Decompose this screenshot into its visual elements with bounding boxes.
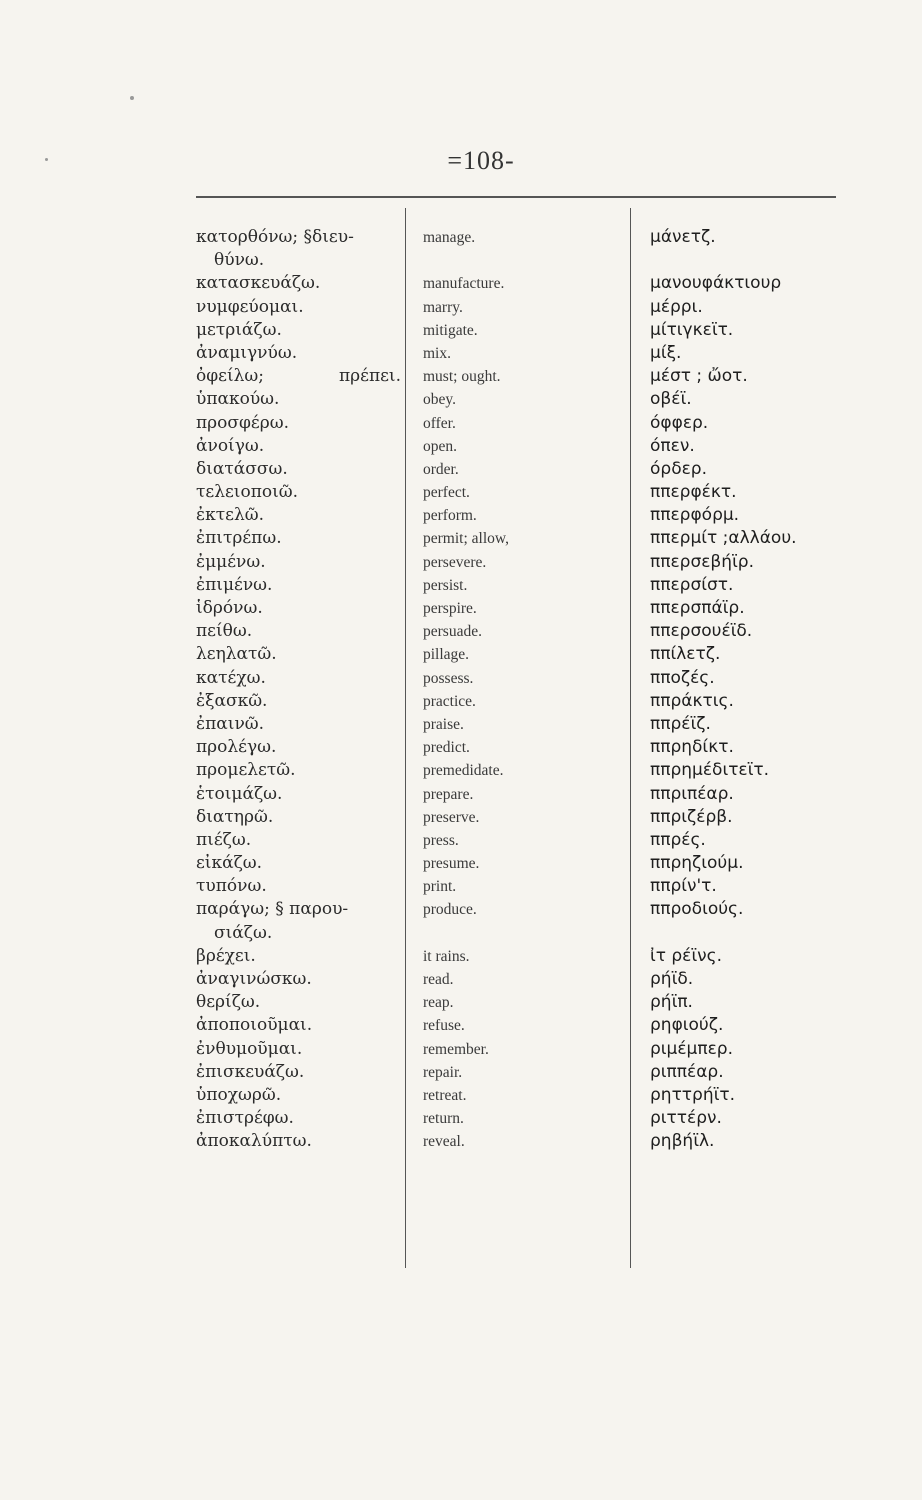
transliteration-word: ρηφιούζ. <box>650 1015 724 1036</box>
greek-word: ἐπιστρέφω. <box>196 1108 294 1129</box>
greek-word: ἀναμιγνύω. <box>196 342 298 363</box>
greek-word: παράγω; § παρου- <box>196 899 349 920</box>
greek-word: ἐνθυμοῦμαι. <box>196 1038 303 1059</box>
english-word: return. <box>423 1110 464 1128</box>
english-word: offer. <box>423 414 456 432</box>
greek-word: τυπόνω. <box>196 876 267 897</box>
greek-word: προσφέρω. <box>196 412 289 433</box>
transliteration-word: όρδερ. <box>650 458 707 479</box>
transliteration-word: ππράκτις. <box>650 690 734 711</box>
english-word: persuade. <box>423 623 482 641</box>
greek-word: θύνω. <box>214 250 265 271</box>
transliteration-word: μέστ ; ὤοτ. <box>650 366 748 387</box>
english-word: retreat. <box>423 1086 467 1104</box>
transliteration-word: ρήϊπ. <box>650 992 693 1013</box>
greek-word: ὀφείλω; <box>196 366 264 387</box>
english-word <box>423 249 623 272</box>
english-word: manage. <box>423 229 476 246</box>
english-word: prepare. <box>423 785 474 803</box>
greek-word: θερίζω. <box>196 992 261 1013</box>
greek-word: πρέπει. <box>338 366 401 387</box>
transliteration-word: μάνετζ. <box>650 227 716 247</box>
transliteration-word: ππερμίτ ;αλλάου. <box>650 528 797 549</box>
paper-speck <box>130 96 134 100</box>
english-word: print. <box>423 878 457 896</box>
greek-word: κατασκευάζω. <box>196 273 321 294</box>
english-word: perspire. <box>423 600 477 617</box>
greek-word: προμελετῶ. <box>196 760 296 781</box>
english-word: obey. <box>423 391 456 409</box>
transliteration-word: ππρέϊζ. <box>650 713 711 734</box>
transliteration-word: ἰτ ρέϊνς. <box>650 945 723 966</box>
greek-word: ἀποκαλύπτω. <box>196 1131 312 1152</box>
transliteration-word <box>650 922 850 945</box>
english-word: perfect. <box>423 484 470 502</box>
english-column <box>423 226 623 1154</box>
greek-word: εἰκάζω. <box>196 853 263 874</box>
transliteration-column <box>650 226 850 1154</box>
greek-word: διατάσσω. <box>196 458 288 479</box>
english-word: presume. <box>423 855 480 873</box>
transliteration-word: μέρρι. <box>650 296 703 317</box>
greek-word: κατορθόνω; §διευ- <box>196 227 354 247</box>
english-word: repair. <box>423 1063 463 1081</box>
transliteration-word: ππρίν'τ. <box>650 876 717 897</box>
english-word: persist. <box>423 576 468 594</box>
english-word: mitigate. <box>423 321 478 339</box>
english-word: reveal. <box>423 1133 465 1151</box>
transliteration-word: πποζές. <box>650 667 715 688</box>
greek-word: βρέχει. <box>196 945 256 966</box>
greek-column <box>196 226 401 1154</box>
english-word: marry. <box>423 298 463 316</box>
greek-word: προλέγω. <box>196 737 277 758</box>
transliteration-word: οβέϊ. <box>650 389 692 410</box>
english-word: persevere. <box>423 553 487 571</box>
transliteration-word: ππερφέκτ. <box>650 482 737 503</box>
greek-word: ἐπιτρέπω. <box>196 528 282 549</box>
greek-word: διατηρῶ. <box>196 806 274 827</box>
transliteration-word: μίξ. <box>650 342 682 363</box>
english-word <box>423 922 623 945</box>
english-word: it rains. <box>423 947 470 965</box>
english-word: praise. <box>423 715 464 733</box>
greek-word: ἐπαινῶ. <box>196 713 265 734</box>
english-word: produce. <box>423 901 477 919</box>
paper-speck <box>45 158 48 161</box>
transliteration-word: ρήϊδ. <box>650 969 694 989</box>
english-word: press. <box>423 831 459 849</box>
column-divider-right <box>630 208 631 1268</box>
greek-word: μετριάζω. <box>196 319 282 340</box>
transliteration-word: ππίλετζ. <box>650 644 721 665</box>
transliteration-word: ππριπέαρ. <box>650 783 734 804</box>
greek-word: λεηλατῶ. <box>196 644 277 665</box>
transliteration-word: ππερσεβήϊρ. <box>650 551 754 572</box>
greek-word: νυμφεύομαι. <box>196 296 304 317</box>
greek-word: ὑπακούω. <box>196 389 280 410</box>
greek-word: ἐξασκῶ. <box>196 690 268 711</box>
greek-word: ἐπιμένω. <box>196 574 273 595</box>
english-word: read. <box>423 971 454 988</box>
greek-word: ἱδρόνω. <box>196 598 263 618</box>
english-word: remember. <box>423 1040 489 1058</box>
transliteration-word <box>650 249 850 272</box>
greek-word: ἐπισκευάζω. <box>196 1061 305 1082</box>
transliteration-word: ππρηδίκτ. <box>650 737 734 758</box>
english-word: permit; allow, <box>423 530 509 548</box>
greek-word: πιέζω. <box>196 829 252 850</box>
english-word: practice. <box>423 692 476 710</box>
transliteration-word: ππερσίστ. <box>650 574 734 595</box>
english-word: refuse. <box>423 1017 465 1035</box>
greek-word: σιάζω. <box>214 922 273 943</box>
greek-word: πείθω. <box>196 621 253 642</box>
english-word: perform. <box>423 507 477 525</box>
english-word: possess. <box>423 669 474 687</box>
english-word: open. <box>423 437 458 455</box>
english-word: reap. <box>423 994 454 1012</box>
greek-word: ἐκτελῶ. <box>196 505 264 526</box>
transliteration-word: ππρηζιούμ. <box>650 853 744 874</box>
transliteration-word: ππριζέρβ. <box>650 806 733 827</box>
transliteration-word: ππερσουέϊδ. <box>650 621 753 642</box>
english-word: pillage. <box>423 646 470 664</box>
transliteration-word: ππροδιούς. <box>650 899 744 920</box>
transliteration-word: ππρημέδιτεϊτ. <box>650 760 770 781</box>
transliteration-word: ριππέαρ. <box>650 1061 724 1082</box>
english-word: manufacture. <box>423 275 505 293</box>
column-divider-left <box>405 208 406 1268</box>
transliteration-word: όφφερ. <box>650 412 709 433</box>
english-word: preserve. <box>423 808 480 826</box>
greek-word: ὑποχωρῶ. <box>196 1084 282 1105</box>
header-rule <box>196 196 836 198</box>
transliteration-word: ππρές. <box>650 829 706 850</box>
transliteration-word: ρηβήϊλ. <box>650 1131 715 1152</box>
greek-word: ἐμμένω. <box>196 551 266 572</box>
greek-word: κατέχω. <box>196 667 266 688</box>
greek-word: ἀνοίγω. <box>196 435 265 456</box>
transliteration-word: ριμέμπερ. <box>650 1038 733 1059</box>
transliteration-word: ππερφόρμ. <box>650 505 740 526</box>
greek-word-row <box>196 365 401 388</box>
page-number: =108- <box>447 146 515 175</box>
english-word: predict. <box>423 739 470 757</box>
english-word: must; ought. <box>423 368 501 386</box>
transliteration-word: μανουφάκτιουρ <box>650 273 782 294</box>
greek-word: ἀποποιοῦμαι. <box>196 1015 313 1036</box>
english-word: mix. <box>423 344 451 362</box>
greek-word: τελειοποιῶ. <box>196 482 299 503</box>
greek-word: ἑτοιμάζω. <box>196 783 283 804</box>
transliteration-word: όπεν. <box>650 435 695 456</box>
transliteration-word: ππερσπάϊρ. <box>650 598 745 618</box>
english-word: order. <box>423 460 459 478</box>
greek-word: ἀναγινώσκω. <box>196 969 312 989</box>
transliteration-word: μίτιγκεϊτ. <box>650 319 734 340</box>
english-word: premedidate. <box>423 762 504 780</box>
transliteration-word: ριττέρν. <box>650 1108 722 1129</box>
transliteration-word: ρηττρήϊτ. <box>650 1084 735 1105</box>
